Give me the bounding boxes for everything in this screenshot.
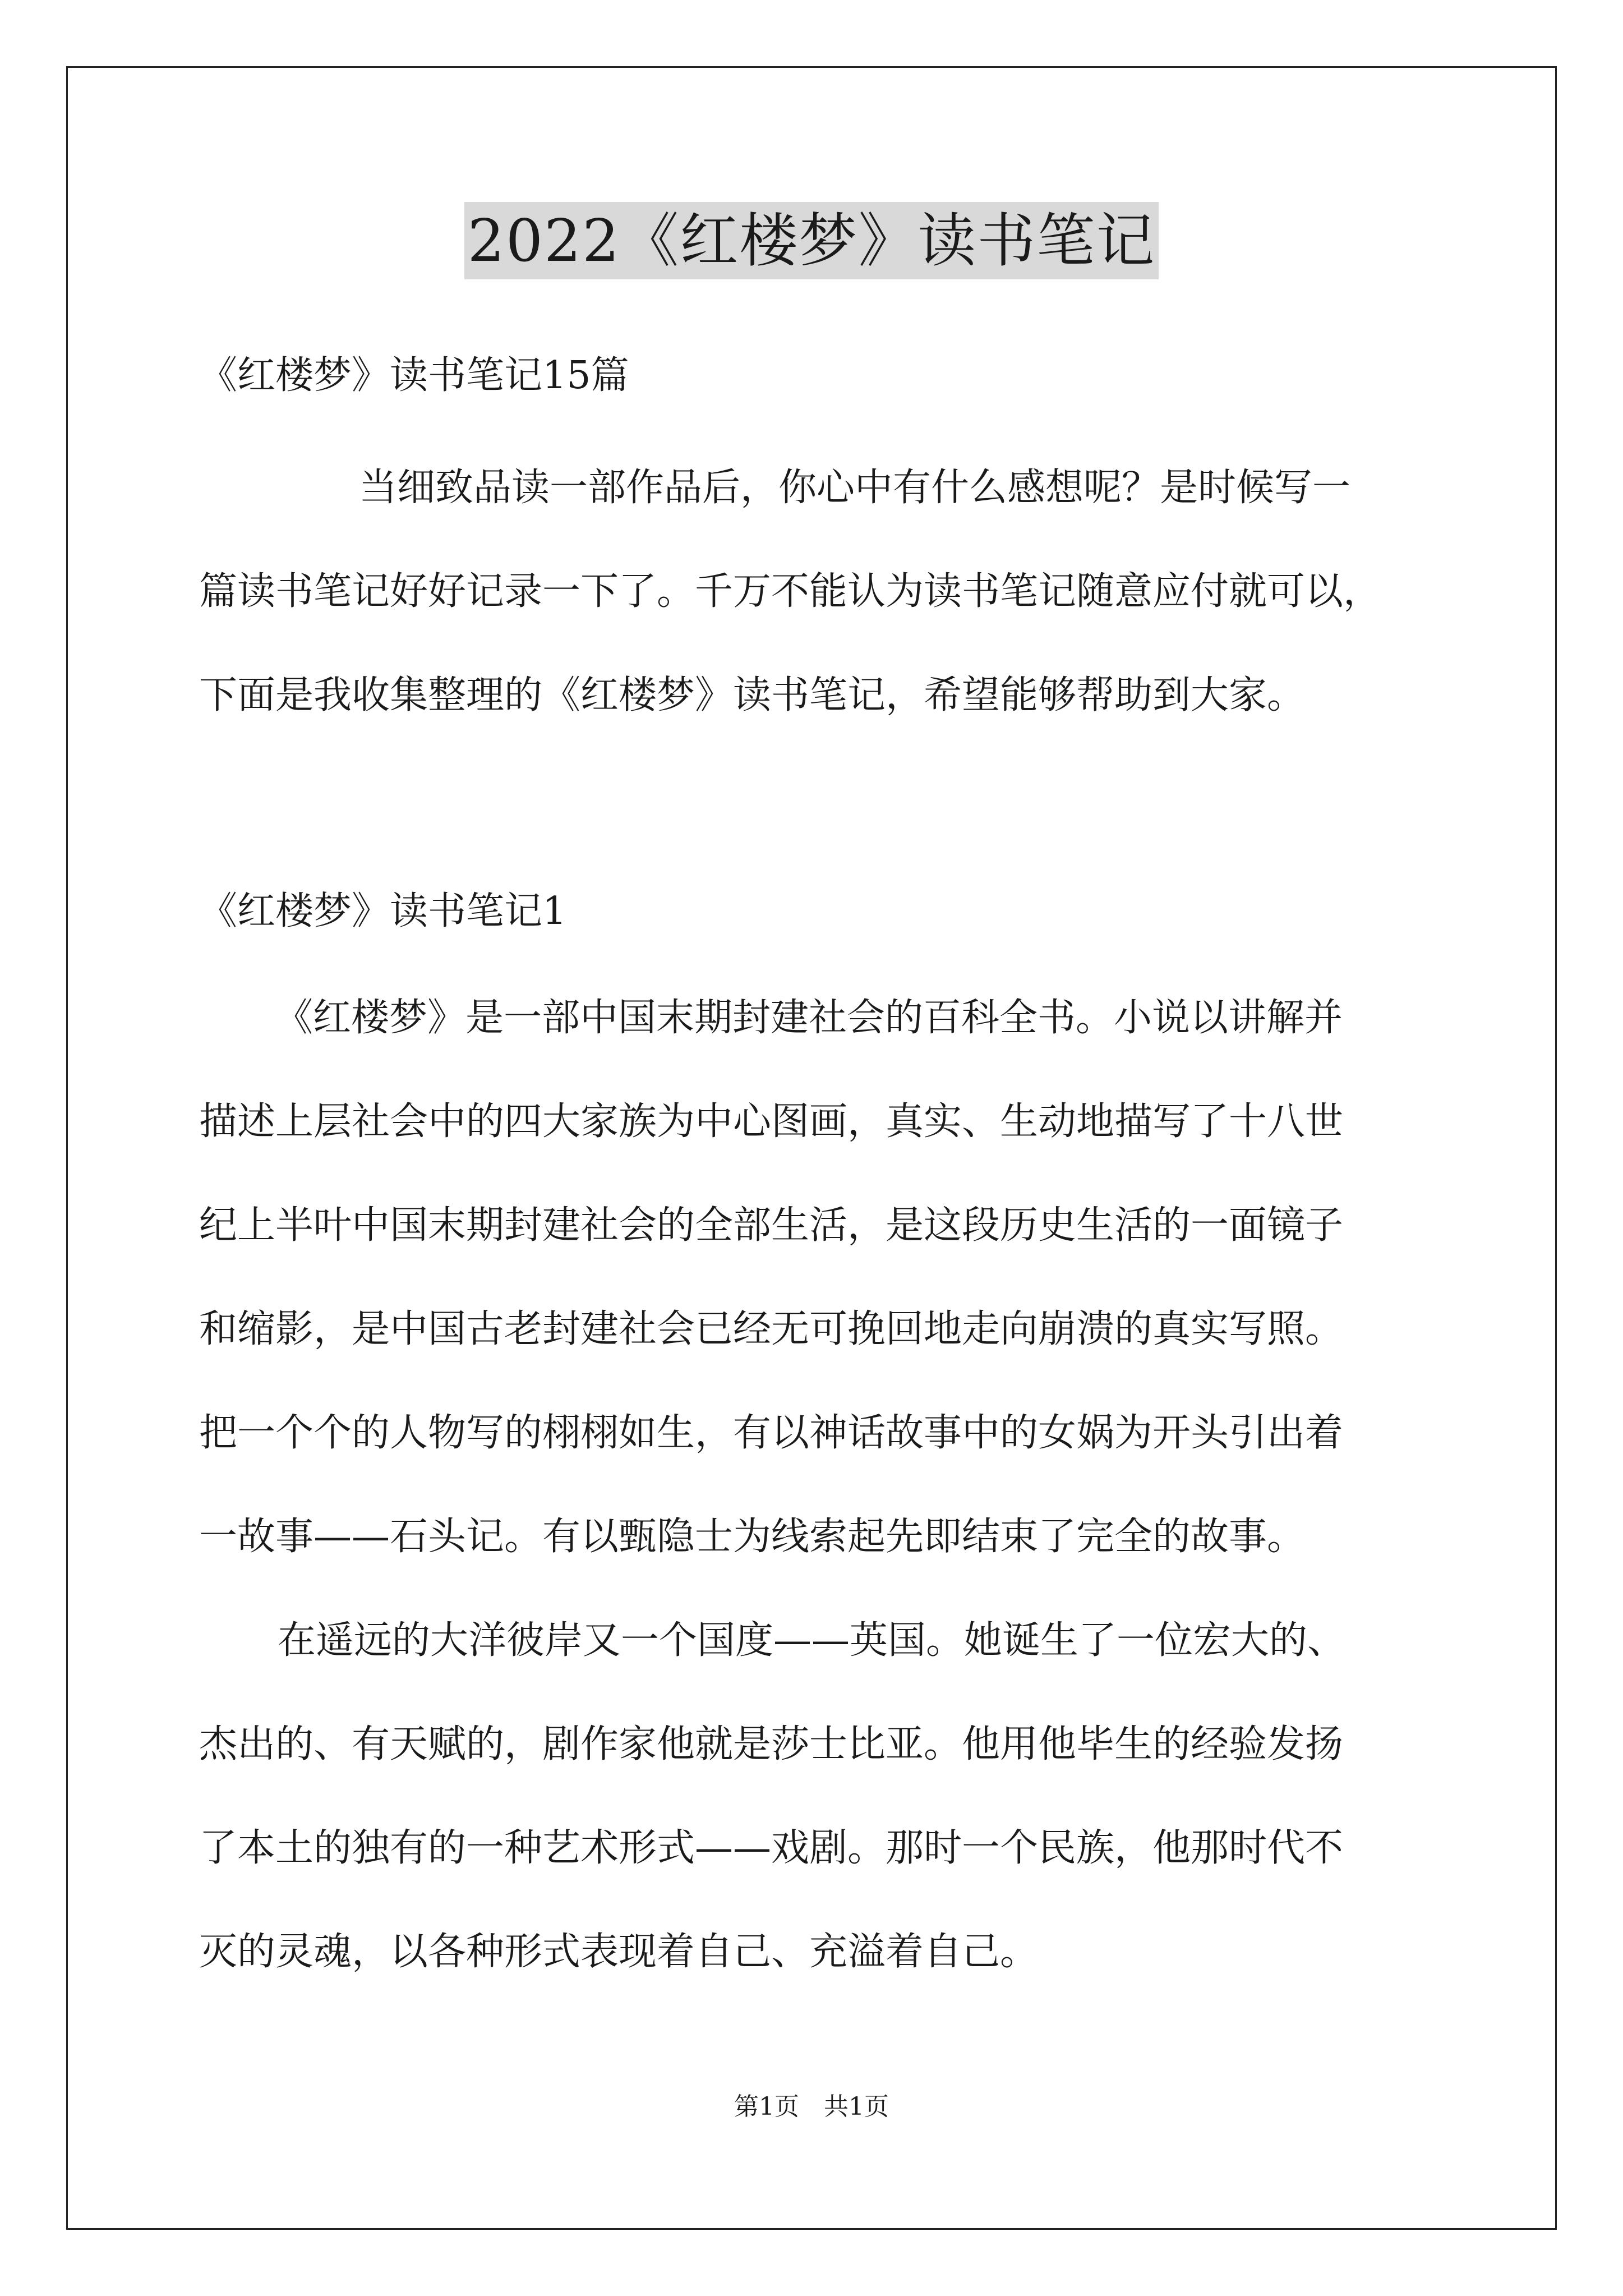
document-title: 2022《红楼梦》读书笔记	[464, 202, 1159, 279]
subtitle: 《红楼梦》读书笔记15篇	[199, 353, 629, 398]
paragraph-line: 和缩影，是中国古老封建社会已经无可挽回地走向崩溃的真实写照。	[199, 1307, 1344, 1351]
paragraph-line: 灭的灵魂，以各种形式表现着自己、充溢着自己。	[199, 1930, 1039, 1974]
paragraph-line: 一故事——石头记。有以甄隐士为线索起先即结束了完全的故事。	[199, 1515, 1306, 1559]
paragraph-line: 杰出的、有天赋的，剧作家他就是莎士比亚。他用他毕生的经验发扬	[199, 1722, 1344, 1766]
section-heading: 《红楼梦》读书笔记1	[199, 889, 567, 933]
intro-line: 篇读书笔记好好记录一下了。千万不能认为读书笔记随意应付就可以，	[199, 569, 1382, 614]
paragraph-line: 描述上层社会中的四大家族为中心图画，真实、生动地描写了十八世	[199, 1099, 1344, 1144]
paragraph-line: 了本土的独有的一种艺术形式——戏剧。那时一个民族，他那时代不	[199, 1826, 1344, 1870]
paragraph-line: 在遥远的大洋彼岸又一个国度——英国。她诞生了一位宏大的、	[278, 1618, 1346, 1663]
paragraph-line: 把一个个的人物写的栩栩如生，有以神话故事中的女娲为开头引出着	[199, 1411, 1344, 1455]
paragraph-line: 纪上半叶中国末期封建社会的全部生活，是这段历史生活的一面镜子	[199, 1203, 1344, 1248]
paragraph-line: 《红楼梦》是一部中国末期封建社会的百科全书。小说以讲解并	[275, 996, 1343, 1040]
intro-line: 当细致品读一部作品后，你心中有什么感想呢？是时候写一	[359, 466, 1351, 510]
intro-line: 下面是我收集整理的《红楼梦》读书笔记，希望能够帮助到大家。	[199, 673, 1306, 717]
title-container	[0, 202, 1623, 279]
page-footer: 第1页 共1页	[734, 2092, 889, 2121]
